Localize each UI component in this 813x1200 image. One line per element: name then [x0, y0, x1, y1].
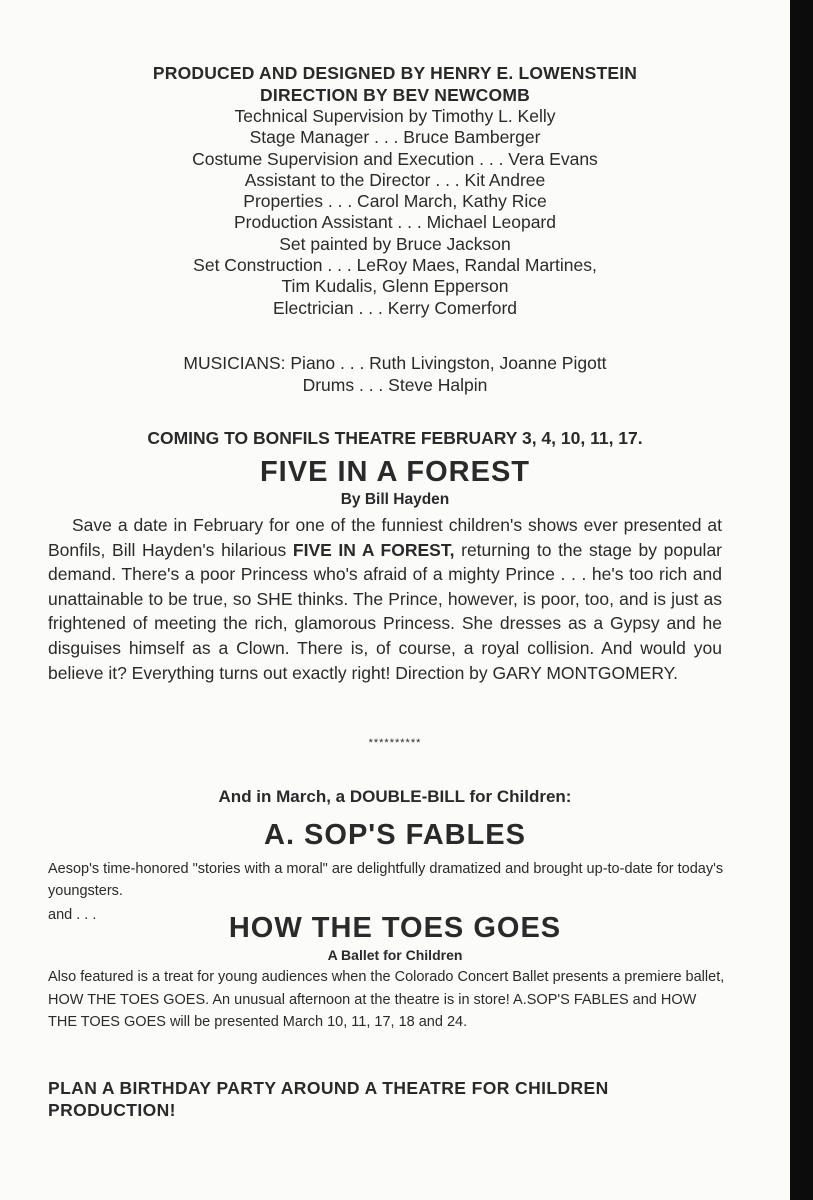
- credits-block: [0, 62, 790, 319]
- birthday-party-note: PLAN A BIRTHDAY PARTY AROUND A THEATRE FOR CHILDREN PRODUCTION!: [48, 1078, 609, 1120]
- credit-line: Production Assistant . . . Michael Leopard: [234, 212, 556, 233]
- credit-line: Set painted by Bruce Jackson: [279, 233, 511, 254]
- five-byline: By Bill Hayden: [340, 491, 450, 508]
- five-in-a-forest-title: FIVE IN A FOREST: [259, 456, 531, 488]
- credit-line: Set Construction . . . LeRoy Maes, Randal Martines,: [193, 255, 597, 276]
- credit-line: Stage Manager . . . Bruce Bamberger: [249, 127, 541, 148]
- musicians-block: [0, 352, 790, 396]
- musicians-piano: MUSICIANS: Piano . . . Ruth Livingston, Joanne Pigott: [183, 353, 607, 373]
- march-heading: And in March, a DOUBLE-BILL for Children:: [218, 787, 572, 806]
- producer-credit: PRODUCED AND DESIGNED BY HENRY E. LOWENSTEIN: [152, 63, 638, 83]
- coming-soon-heading: COMING TO BONFILS THEATRE FEBRUARY 3, 4, 10, 11, 17.: [147, 428, 643, 448]
- credit-line: Electrician . . . Kerry Comerford: [272, 297, 518, 318]
- credit-line: Costume Supervision and Execution . . . Vera Evans: [192, 148, 598, 169]
- director-credit: DIRECTION BY BEV NEWCOMB: [260, 85, 530, 105]
- credit-line: Tim Kudalis, Glenn Epperson: [281, 276, 509, 297]
- toes-description: Also featured is a treat for young audiences when the Colorado Concert Ballet presents a premiere ballet, HOW THE TOES GOES. An unusual afternoon at the theatre is in store! A.SOP'S FABLES and HOW THE TOES GOES will be presented March 10, 11, 17, 18 and 24.: [48, 969, 725, 1030]
- five-description: Save a date in February for one of the funniest children's shows ever presented at Bonfils, Bill Hayden's hilarious FIVE IN A FOREST, returning to the stage by popular demand. There's a poor Princess who's afraid of a mighty Prince . . . he's too rich and unattainable to be true, so SHE thinks. The Prince, however, is poor, too, and is just as frightened of meeting the rich, glamorous Princess. She dresses as a Gypsy and he disguises himself as a Clown. There is, of course, a royal collision. And would you believe it? Everything turns out exactly right! Direction by GARY MONTGOMERY.: [48, 515, 722, 683]
- toes-title: HOW THE TOES GOES: [228, 912, 562, 944]
- and-connector: and . . .: [48, 907, 97, 923]
- toes-subtitle: A Ballet for Children: [327, 947, 463, 963]
- aesop-title: A. SOP'S FABLES: [264, 819, 526, 851]
- section-divider: **********: [368, 737, 422, 749]
- credit-line: Technical Supervision by Timothy L. Kelly: [234, 106, 556, 126]
- musicians-drums: Drums . . . Steve Halpin: [302, 375, 488, 395]
- credit-line: Assistant to the Director . . . Kit Andree: [244, 169, 546, 190]
- scan-edge: [790, 0, 813, 1200]
- aesop-description: Aesop's time-honored "stories with a moral" are delightfully dramatized and brought up-to-date for today's youngsters.: [48, 861, 724, 899]
- credit-line: Properties . . . Carol March, Kathy Rice: [243, 191, 547, 212]
